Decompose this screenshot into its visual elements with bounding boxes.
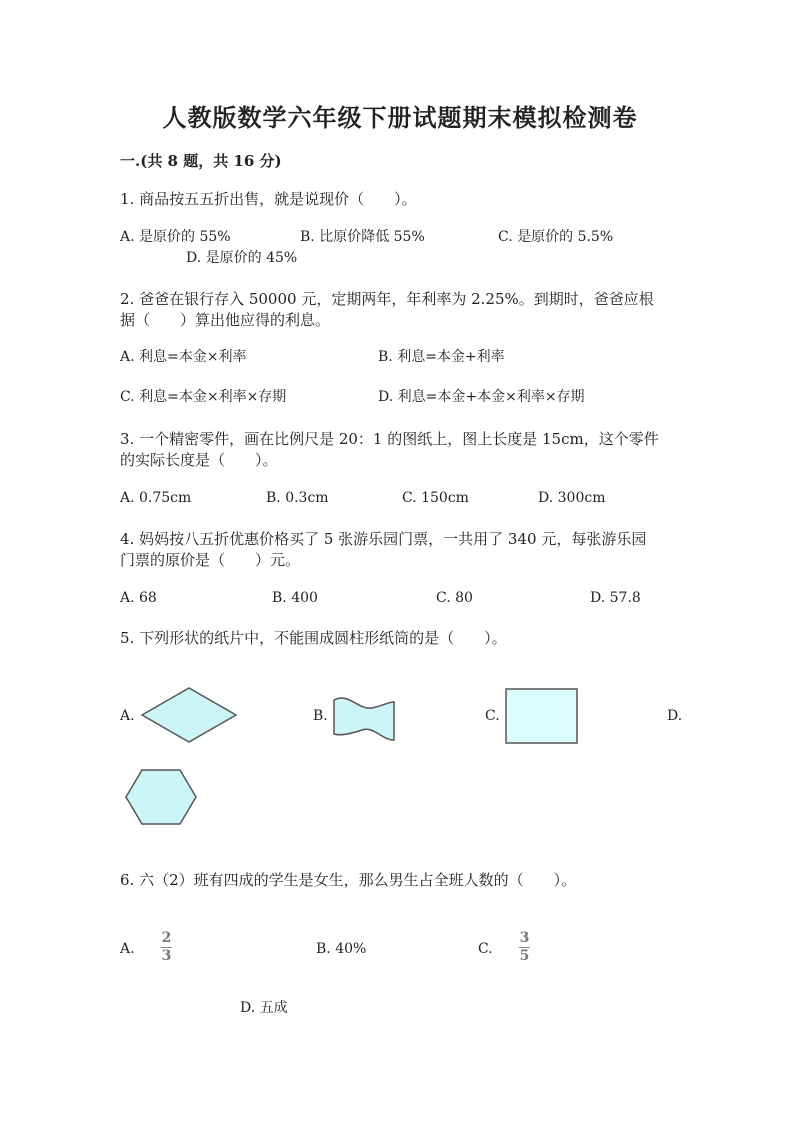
q6-option-c-fraction (519, 931, 530, 964)
q2-option-b: B. 利息=本金+利率 (378, 349, 505, 365)
question-1-stem: 1. 商品按五五折出售，就是说现价（ ）。 (120, 190, 417, 208)
question-2-stem-line-1: 2. 爸爸在银行存入 50000 元，定期两年，年利率为 2.25%。到期时，爸爸应根 (120, 290, 654, 308)
q1-option-b: B. 比原价降低 55% (300, 229, 425, 245)
hexagon-shape (124, 768, 198, 826)
q2-option-a: A. 利息=本金×利率 (120, 349, 247, 365)
q5-option-b-label: B. (313, 708, 328, 724)
q3-option-a: A. 0.75cm (120, 490, 192, 506)
rectangle-shape (505, 688, 579, 744)
fraction-numerator: 2 (161, 930, 172, 946)
question-4-stem-line-1: 4. 妈妈按八五折优惠价格买了 5 张游乐园门票，一共用了 340 元，每张游乐园 (120, 530, 647, 548)
q6-option-b: B. 40% (316, 941, 367, 957)
q1-option-d: D. 是原价的 45% (186, 250, 298, 266)
question-4-stem-line-2: 门票的原价是（ ）元。 (120, 551, 301, 569)
question-5-stem: 5. 下列形状的纸片中，不能围成圆柱形纸筒的是（ ）。 (120, 629, 507, 647)
q4-option-a: A. 68 (120, 590, 157, 606)
q1-option-a: A. 是原价的 55% (120, 229, 231, 245)
fraction-denominator: 3 (161, 948, 172, 964)
q6-option-d: D. 五成 (240, 1000, 288, 1016)
q6-option-a-fraction (161, 931, 172, 964)
q3-option-c: C. 150cm (402, 490, 469, 506)
q2-option-c: C. 利息=本金×利率×存期 (120, 389, 287, 405)
q6-option-c-label: C. (478, 941, 493, 957)
section-heading: 一.(共 8 题，共 16 分) (120, 152, 282, 170)
wavy-paper-shape (330, 696, 398, 744)
q2-option-d: D. 利息=本金+本金×利率×存期 (378, 389, 585, 405)
fraction-denominator: 5 (519, 948, 530, 964)
q6-option-a-label: A. (120, 941, 135, 957)
q1-option-c: C. 是原价的 5.5% (498, 229, 614, 245)
q3-option-d: D. 300cm (538, 490, 606, 506)
fraction-numerator: 3 (519, 930, 530, 946)
q5-option-c-label: C. (485, 708, 500, 724)
q5-option-a-label: A. (120, 708, 135, 724)
q3-option-b: B. 0.3cm (266, 490, 329, 506)
rhombus-shape (140, 686, 240, 744)
page-title: 人教版数学六年级下册试题期末模拟检测卷 (162, 103, 638, 132)
question-6-stem: 6. 六（2）班有四成的学生是女生，那么男生占全班人数的（ ）。 (120, 871, 577, 889)
q5-option-d-label: D. (667, 708, 683, 724)
question-3-stem-line-1: 3. 一个精密零件，画在比例尺是 20：1 的图纸上，图上长度是 15cm，这个零件 (120, 430, 659, 448)
q4-option-b: B. 400 (272, 590, 318, 606)
question-2-stem-line-2: 据（ ）算出他应得的利息。 (120, 311, 331, 329)
question-3-stem-line-2: 的实际长度是（ ）。 (120, 451, 278, 469)
q4-option-c: C. 80 (436, 590, 473, 606)
q4-option-d: D. 57.8 (590, 590, 641, 606)
